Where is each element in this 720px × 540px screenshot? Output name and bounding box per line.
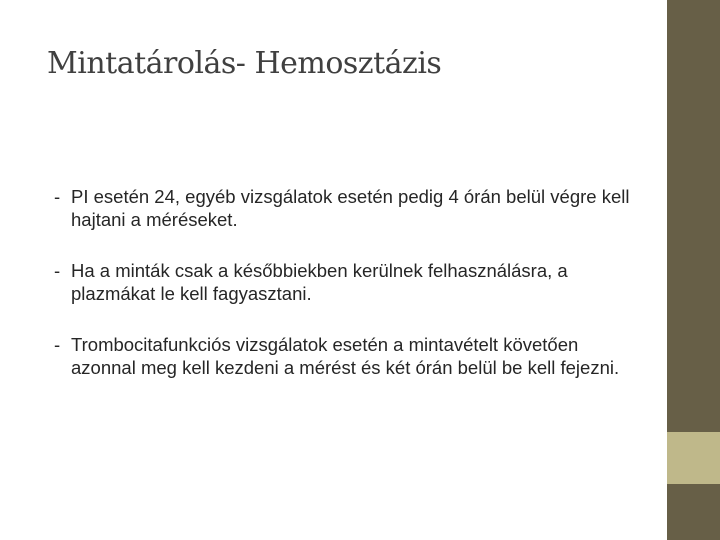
bullet-dash-icon: - (54, 334, 61, 355)
slide-title: Mintatárolás- Hemosztázis (47, 46, 442, 81)
bullet-item (52, 186, 642, 231)
side-decoration-accent (667, 432, 720, 484)
bullet-item (52, 334, 642, 379)
bullet-list (52, 186, 642, 408)
bullet-item (52, 260, 642, 305)
bullet-text: Trombocitafunkciós vizsgálatok esetén a mintavételt követően azonnal meg kell kezdeni a mérést és két órán belül be kell fejezni. (71, 334, 620, 378)
bullet-dash-icon: - (54, 260, 61, 281)
bullet-text: Ha a minták csak a későbbiekben kerülnek felhasználásra, a plazmákat le kell fagyasztani. (71, 260, 568, 304)
bullet-text: PI esetén 24, egyéb vizsgálatok esetén pedig 4 órán belül végre kell hajtani a méréseket. (71, 186, 630, 230)
bullet-dash-icon: - (54, 186, 61, 207)
